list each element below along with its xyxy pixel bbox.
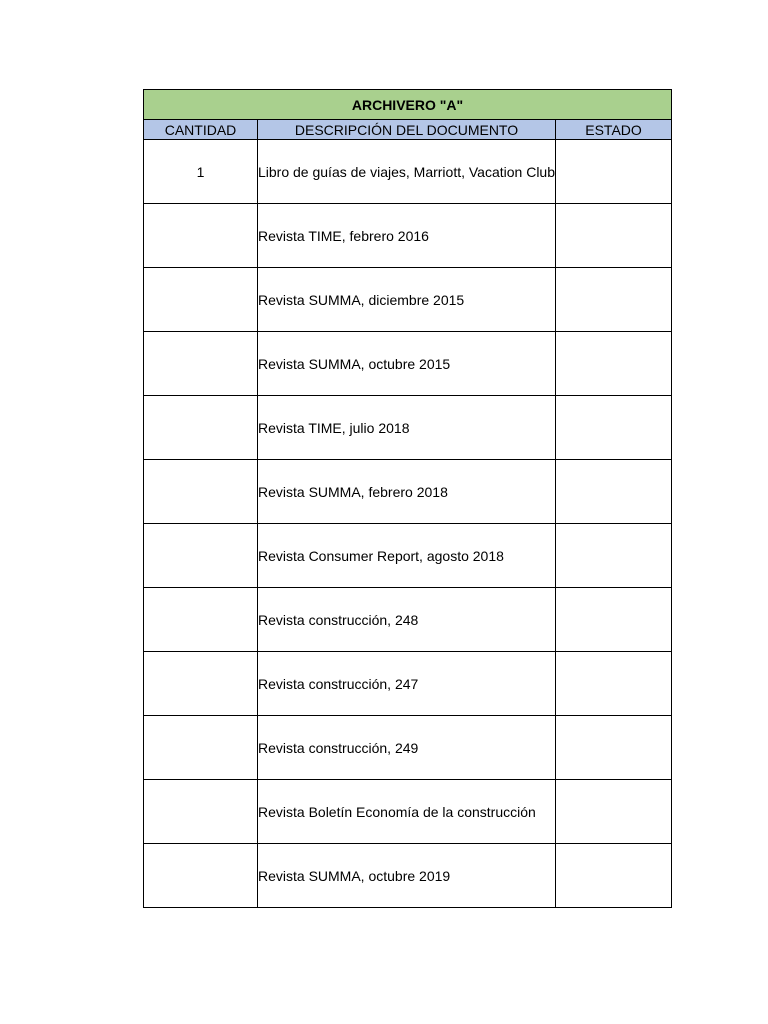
table-row [144, 396, 672, 460]
cell-descripcion: Revista SUMMA, octubre 2015 [258, 332, 556, 396]
cell-cantidad [144, 396, 258, 460]
table-row [144, 460, 672, 524]
cell-estado [556, 588, 672, 652]
table-row [144, 652, 672, 716]
cell-descripcion: Revista SUMMA, diciembre 2015 [258, 268, 556, 332]
cell-estado [556, 780, 672, 844]
table-row [144, 844, 672, 908]
cell-cantidad [144, 716, 258, 780]
cell-cantidad [144, 844, 258, 908]
table-row [144, 332, 672, 396]
table-row [144, 588, 672, 652]
cell-descripcion: Libro de guías de viajes, Marriott, Vacation Club [258, 140, 556, 204]
cell-cantidad [144, 332, 258, 396]
cell-cantidad [144, 460, 258, 524]
cell-estado [556, 204, 672, 268]
cell-cantidad: 1 [144, 140, 258, 204]
table-row [144, 716, 672, 780]
archive-table [143, 89, 672, 908]
cell-cantidad [144, 588, 258, 652]
cell-estado [556, 332, 672, 396]
cell-cantidad [144, 652, 258, 716]
cell-descripcion: Revista construcción, 248 [258, 588, 556, 652]
cell-cantidad [144, 780, 258, 844]
table-row [144, 268, 672, 332]
table-header-row [144, 120, 672, 140]
table-row [144, 140, 672, 204]
cell-estado [556, 460, 672, 524]
cell-descripcion: Revista SUMMA, febrero 2018 [258, 460, 556, 524]
cell-estado [556, 716, 672, 780]
cell-descripcion: Revista construcción, 247 [258, 652, 556, 716]
header-descripcion: DESCRIPCIÓN DEL DOCUMENTO [258, 120, 556, 140]
cell-estado [556, 524, 672, 588]
cell-estado [556, 396, 672, 460]
cell-estado [556, 268, 672, 332]
table-row [144, 524, 672, 588]
cell-descripcion: Revista construcción, 249 [258, 716, 556, 780]
cell-descripcion: Revista TIME, febrero 2016 [258, 204, 556, 268]
cell-cantidad [144, 204, 258, 268]
table-title-row [144, 90, 672, 120]
cell-descripcion: Revista SUMMA, octubre 2019 [258, 844, 556, 908]
cell-descripcion: Revista Boletín Economía de la construcción [258, 780, 556, 844]
cell-cantidad [144, 524, 258, 588]
cell-estado [556, 652, 672, 716]
table-title: ARCHIVERO "A" [144, 90, 672, 120]
cell-estado [556, 140, 672, 204]
header-estado: ESTADO [556, 120, 672, 140]
table-row [144, 780, 672, 844]
cell-descripcion: Revista Consumer Report, agosto 2018 [258, 524, 556, 588]
cell-cantidad [144, 268, 258, 332]
cell-estado [556, 844, 672, 908]
table-row [144, 204, 672, 268]
cell-descripcion: Revista TIME, julio 2018 [258, 396, 556, 460]
header-cantidad: CANTIDAD [144, 120, 258, 140]
